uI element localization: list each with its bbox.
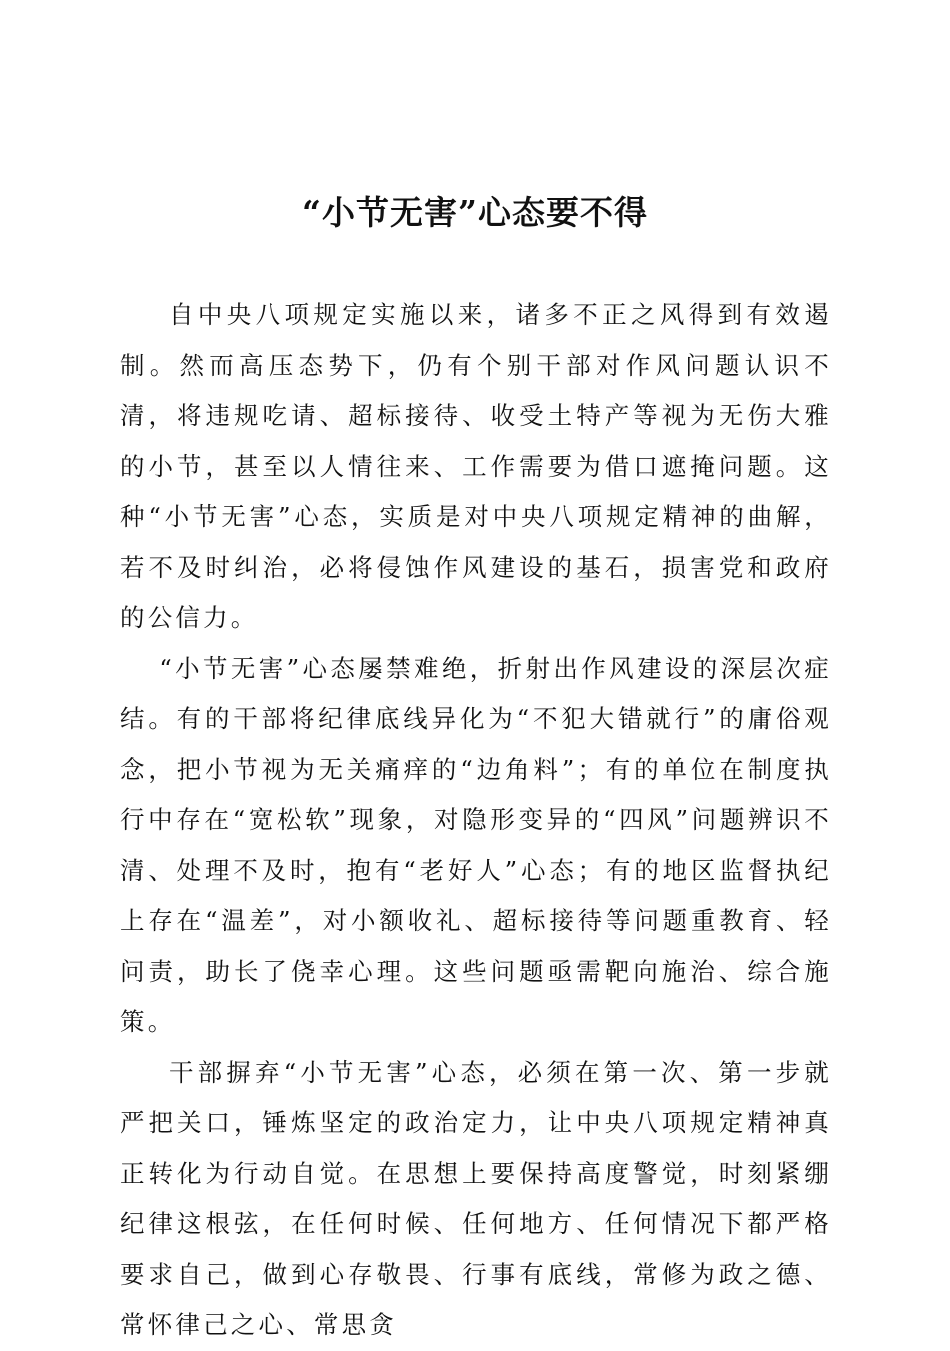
paragraph-2: “小节无害”心态屡禁难绝，折射出作风建设的深层次症结。有的干部将纪律底线异化为“不犯大错就行”的庸俗观念，把小节视为无关痛痒的“边角料”；有的单位在制度执行中存在“宽松软”现象，对隐形变异的“四风”问题辨识不清、处理不及时，抱有“老好人”心态；有的地区监督执纪上存在“温差”，对小额收礼、超标接待等问题重教育、轻问责，助长了侥幸心理。这些问题亟需靶向施治、综合施策。: [120, 653, 832, 1036]
document-title: “小节无害”心态要不得: [302, 193, 648, 232]
document-body: [120, 290, 832, 1351]
paragraph-1: 自中央八项规定实施以来，诸多不正之风得到有效遏制。然而高压态势下，仍有个别干部对作风问题认识不清，将违规吃请、超标接待、收受土特产等视为无伤大雅的小节，甚至以人情往来、工作需要为借口遮掩问题。这种“小节无害”心态，实质是对中央八项规定精神的曲解，若不及时纠治，必将侵蚀作风建设的基石，损害党和政府的公信力。: [120, 300, 832, 632]
paragraph-3: 干部摒弃“小节无害”心态，必须在第一次、第一步就严把关口，锤炼坚定的政治定力，让中央八项规定精神真正转化为行动自觉。在思想上要保持高度警觉，时刻紧绷纪律这根弦，在任何时候、任何地方、任何情况下都严格要求自己，做到心存敬畏、行事有底线，常修为政之德、常怀律己之心、常思贪: [120, 1057, 832, 1339]
